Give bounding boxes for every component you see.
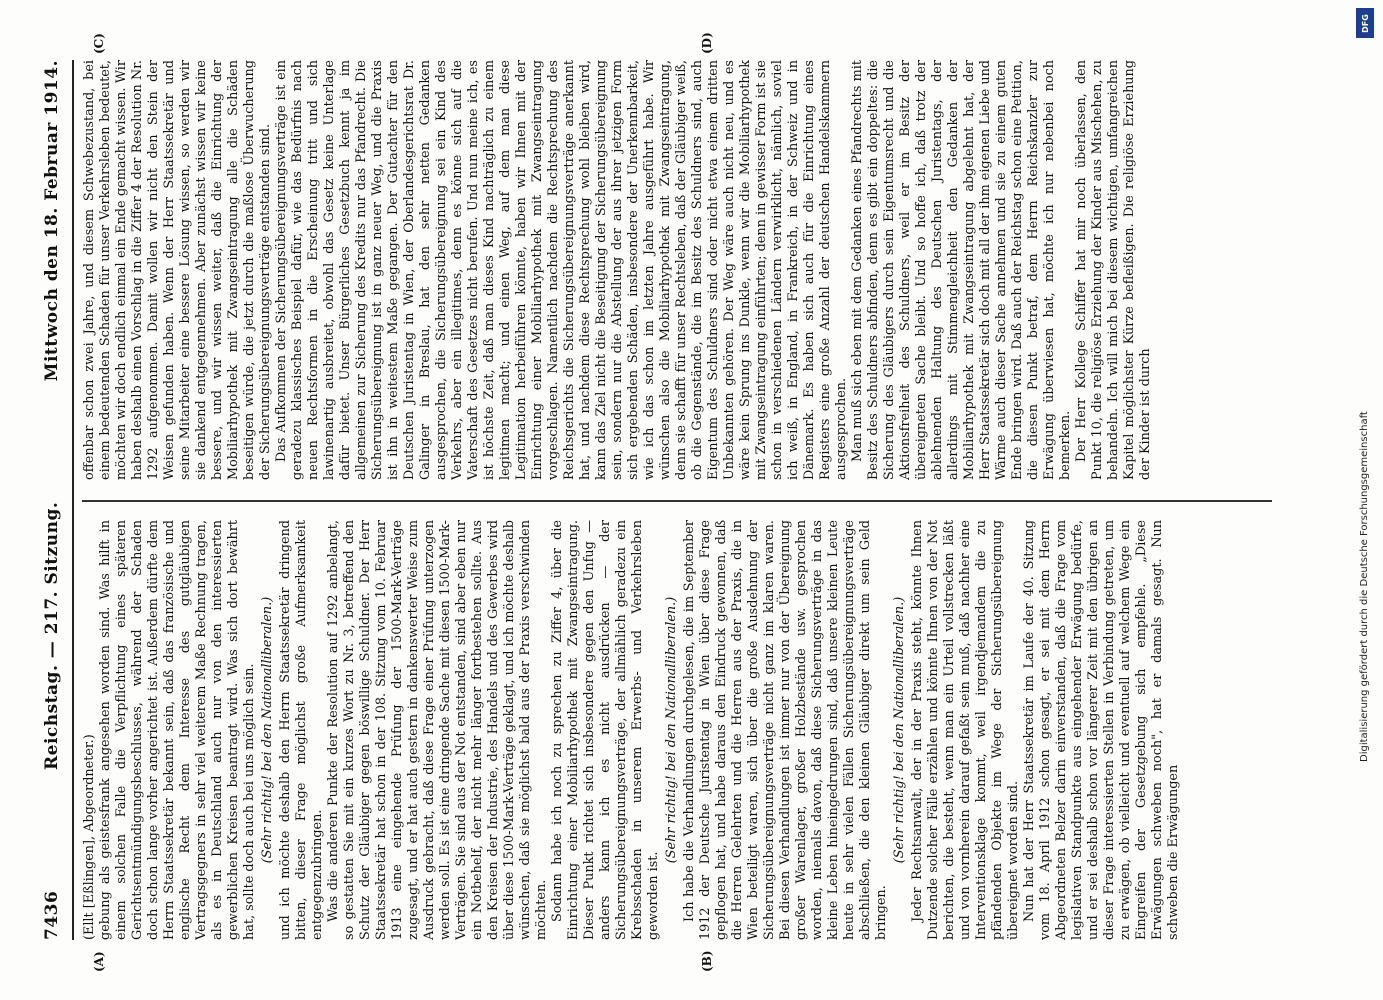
speaker-note: (Ellt [Eßlingen], Abgeordneter.) (82, 734, 97, 940)
paragraph: offenbar schon zwei Jahre, und diesem Schwebezustand, bei einem bedeutenden Schaden für unser Verkehrsleben bedeutet, möchten wir doch endlich einmal ein Ende gemacht wissen. Wir haben deshalb einen Vorschlag in die Ziffer 4 der Resolution Nr. 1292 aufgenommen. Damit wollen wir nicht den Stein der Weisen gefunden haben. Wenn der Herr Staatssekretär und seine Mitarbeiter eine bessere Lösung wissen, so werden wir sie dankend entgegennehmen. Aber zunächst wissen wir keine bessere, und wir wissen weiter, daß die Einrichtung der Mobiliarhypothek mit Zwangseintragung alle die Schäden beseitigen würde, die jetzt durch die maßlose Überwucherung der Sicherungsübereignungsverträge entstanden sind. (82, 60, 273, 480)
page-header (42, 60, 72, 940)
margin-marker-d: (D) (700, 32, 714, 54)
paragraph: Ich habe die Verhandlungen durchgelesen, die im September 1912 der Deutsche Juristentag in Wien über diese Frage gepflogen hat, und habe daraus den Eindruck gewonnen, daß die Herren Gelehrten und die Herren aus der Praxis, die in Wien beteiligt waren, sich über die große Ausdehnung der Sicherungsübereignungsverträge nicht ganz im klaren waren. Bei diesen Verhandlungen ist immer nur von der Übereignung großer Warenlager, großer Holzbestände usw. gesprochen worden, niemals davon, daß diese Sicherungsverträge in das kleine Leben hineingedrungen sind, daß unsere kleinen Leute heute in sehr vielen Fällen Sicherungsübereignungsverträge abschließen, die den kleinen Gläubiger direkt um sein Geld bringen. (682, 520, 889, 940)
digitization-credit: Digitalisierung gefördert durch die Deutsche Forschungsgemeinschaft (1359, 411, 1370, 762)
paragraph: Man muß sich eben mit dem Gedanken eines Pfandrechts mit Besitz des Schuldners abfinden, denn es gibt ein doppeltes: die Sicherung des Gläubigers durch sein Eigentumsrecht und die Aktionsfreiheit des Schuldners, weil er im Besitz der übereigneten Sache bleibt. Und so hoffe ich, daß trotz der ablehnenden Haltung des Deutschen Juristentags, der allerdings mit Stimmengleichheit den Gedanken der Mobiliarhypothek mit Zwangseintragung abgelehnt hat, der Herr Staatssekretär sich doch mit all der ihm eigenen Liebe und Wärme auch dieser Sache annehmen und sie zu einem guten Ende bringen wird. Daß auch der Reichstag schon eine Petition, die diesen Punkt betraf, dem Herrn Reichskanzler zur Erwägung überwiesen hat, möchte ich nur nebenbei noch bemerken. (850, 60, 1073, 480)
paragraph: Das Aufkommen der Sicherungsübereignungsverträge ist ein geradezu klassisches Beispiel dafür, wie das Bedürfnis nach neuen Rechtsformen in die Erscheinung tritt und sich lawinenartig ausbreitet, obwohl das Gesetz keine Unterlage dafür bietet. Unser Bürgerliches Gesetzbuch kennt ja im allgemeinen zur Sicherung des Kredits nur das Pfandrecht. Die Sicherungsübereignung ist in ganz neuer Weg, und die Praxis ist ihn in weitestem Maße gegangen. Der Gutachter für den Deutschen Juristentag in Wien, der Oberlandesgerichtsrat Dr. Galinger in Breslau, hat den sehr netten Gedanken ausgesprochen, die Sicherungsübereignung sei ein Kind des Verkehrs, aber ein illegitimes, denn es könne sich auf die Vaterschaft des Gesetzes nicht berufen. Und nun meine ich, es ist höchste Zeit, daß man dieses Kind nachträglich zu einem legitimen macht; und einen Weg, auf dem man diese Legitimation herbeiführen könnte, haben wir Ihnen mit der Einrichtung einer Mobiliarhypothek mit Zwangseintragung vorgeschlagen. Namentlich nachdem die Rechtsprechung des Reichsgerichts die Sicherungsübereignungsverträge anerkannt hat, und nachdem diese Rechtsprechung wohl bleiben wird, kann das Ziel nicht die Beseitigung der Sicherungsübereignung sein, sondern nur die Abstellung der aus ihrer jetzigen Form sich ergebenden Schäden, insbesondere der Unerkennbarkeit, wie ich das schon im letzten Jahre ausgeführt habe. Wir wünschen also die Mobiliarhypothek mit Zwangseintragung, denn sie schafft für unser Rechtsleben, daß der Gläubiger weiß, ob die Gegenstände, die im Besitz des Schuldners sind, auch Eigentum des Schuldners sind oder nicht etwa einem dritten Unbekannten gehören. Der Weg wäre auch nicht neu, und es wäre kein Sprung ins Dunkle, wenn wir die Mobiliarhypothek mit Zwangseintragung einführten; denn in gewisser Form ist sie schon in verschiedenen Ländern verwirklicht, nämlich, soviel ich weiß, in England, in Frankreich, in der Schweiz und in Dänemark. Es haben sich auch für die Einrichtung eines Registers eine große Anzahl der deutschen Handelskammern ausgesprochen. (274, 60, 849, 480)
session-date: Mittwoch den 18. Februar 1914. (42, 60, 62, 382)
margin-marker-a: (A) (92, 951, 106, 972)
session-title: Reichstag. — 217. Sitzung. (42, 501, 62, 770)
left-column (82, 520, 1282, 940)
paragraph: Der Herr Kollege Schiffer hat mir noch überlassen, den Punkt 10, die religiöse Erziehung der Kinder aus Mischehen, zu behandeln. Ich will mich bei diesem wichtigen, umfangreichen Kapitel möglichster Kürze befleißigen. Die religiöse Erziehung der Kinder ist durch (1074, 60, 1153, 480)
header-rule (72, 60, 74, 940)
applause-note: (Sehr richtig! bei den Nationalliberalen.) (260, 596, 275, 864)
paragraph: und ich möchte deshalb den Herrn Staatssekretär dringend bitten, dieser Frage möglichst große Aufmerksamkeit entgegenzubringen. (278, 520, 325, 940)
applause-note: (Sehr richtig! bei den Nationalliberalen.) (892, 596, 907, 864)
dfg-credit-strip (1355, 8, 1375, 993)
margin-marker-c: (C) (92, 33, 106, 54)
margin-marker-b: (B) (700, 950, 714, 972)
page-number: 7436 (42, 890, 62, 940)
applause-note: (Sehr richtig! bei den Nationalliberalen.) (664, 596, 679, 864)
credit-line (1359, 42, 1375, 982)
dfg-logo (1356, 8, 1374, 38)
paragraph: Nun hat der Herr Staatssekretär im Laufe der 40. Sitzung vom 18. April 1912 schon gesagt, er sei mit dem Herrn Abgeordneten Belzer darin einverstanden, daß die Frage vom legislativen Standpunkte aus eingehender Erwägung bedürfe, und er sei deshalb schon vor längerer Zeit mit den übrigen an dieser Frage interessierten Stellen in Verbindung getreten, um zu erwägen, ob vielleicht und eventuell auf welchem Wege ein Eingreifen der Gesetzgebung sich empfehle. „Diese Erwägungen schweben noch", hat er damals gesagt. Nun schweben die Erwägungen (1022, 520, 1181, 940)
column-divider (82, 500, 1272, 502)
dfg-logo-text: DFG (1360, 13, 1370, 33)
right-column (82, 60, 1282, 480)
paragraph: gebung als geistesfrank angesehen worden sind. Was hilft in einem solchen Falle die Verpflichtung eines späteren Gerichtsentmündigungsbeschlusses, während der Schaden doch schon lange vorher angerichtet ist. Außerdem dürfte dem Herrn Staatssekretär bekannt sein, daß das französische und englische Recht dem Interesse des gutgläubigen Vertragsgegners in sehr viel weiterem Maße Rechnung tragen, als es in Deutschland auch nur von den interessierten gewerblichen Kreisen beantragt wird. Was sich dort bewährt hat, sollte doch auch bei uns möglich sein. (98, 520, 257, 940)
paragraph: Sodann habe ich noch zu sprechen zu Ziffer 4, über die Einrichtung einer Mobiliarhypothek mit Zwangseintragung. Dieser Punkt richtet sich insbesondere gegen den Unfug — anders kann ich es nicht ausdrücken — der Sicherungsübereignungsverträge, der allmählich geradezu ein Krebsschaden in unserem Erwerbs- und Verkehrsleben geworden ist. (550, 520, 661, 940)
paragraph: Was die anderen Punkte der Resolution auf 1292 anbelangt, so gestatten Sie mit ein kurzes Wort zu Nr. 3, betreffend den Schutz der Gläubiger gegen böswillige Schuldner. Der Herr Staatssekretär hat schon in der 108. Sitzung vom 10. Februar 1913 eine eingehende Prüfung der 1500-Mark-Verträge zugesagt, und er hat auch gestern in dankenswerter Weise zum Ausdruck gebracht, daß diese Frage einer Prüfung unterzogen werden soll. Es ist eine dringende Sache mit diesen 1500-Mark-Verträgen. Sie sind aus der Not entstanden, sind aber eben nur ein Notbehelf, der nicht mehr länger fortbestehen sollte. Aus den Kreisen der Industrie, des Handels und des Gewerbes wird über diese 1500-Mark-Verträge geklagt, und ich möchte deshalb wünschen, daß sie möglichst bald aus der Praxis verschwinden möchten. (326, 520, 549, 940)
paragraph: Jeder Rechtsanwalt, der in der Praxis steht, könnte Ihnen Dutzende solcher Fälle erzählen und könnte Ihnen von der Not berichten, die besteht, wenn man ein Urteil vollstrecken läßt und von vornherein darauf gefaßt sein muß, daß nachher eine Interventionsklage kommt, weil irgendjemandem die zu pfändenden Objekte im Wege der Sicherungsübereignung übereignet worden sind. (910, 520, 1021, 940)
